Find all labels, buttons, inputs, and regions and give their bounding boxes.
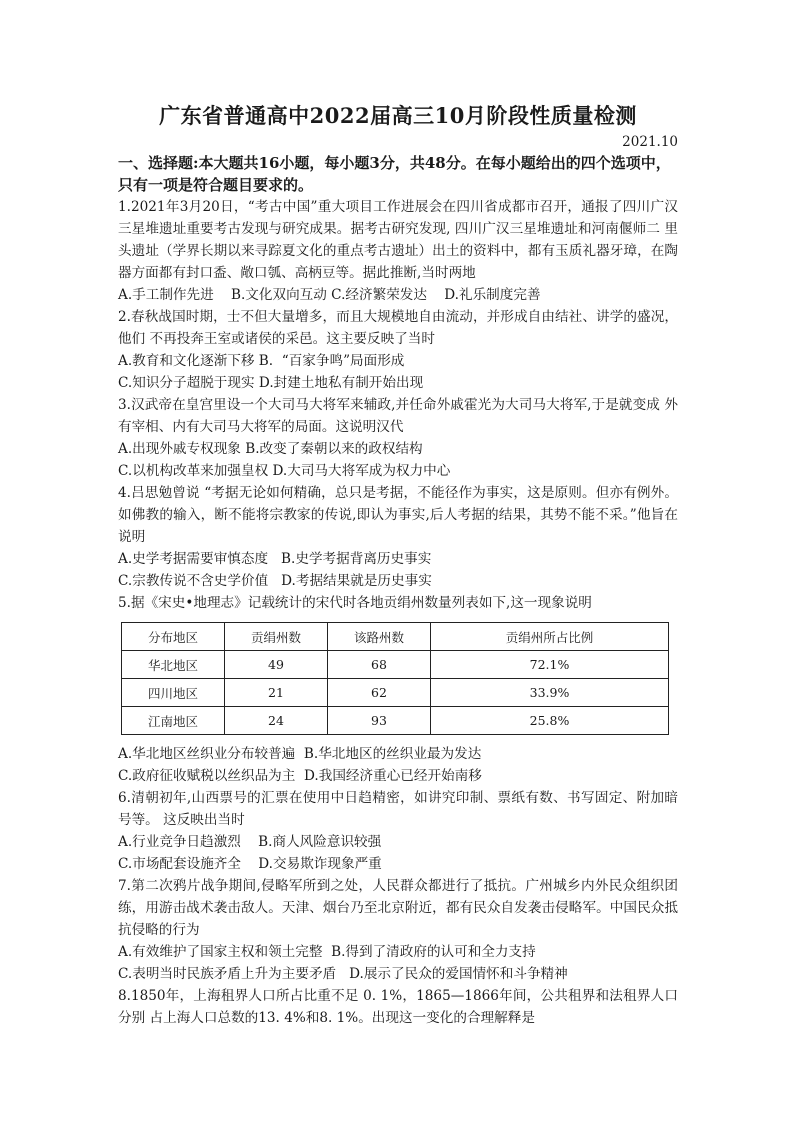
question-options: C.以机构改革来加强皇权 D.大司马大将军成为权力中心 — [118, 463, 451, 479]
question-3 — [118, 394, 678, 482]
table-cell: 62 — [328, 679, 431, 707]
table-cell: 华北地区 — [122, 651, 225, 679]
section-heading: 一、选择题:本大题共16小题，每小题3分，共48分。在每小题给出的四个选项中，只有一项是符合题目要求的。 — [118, 154, 671, 194]
table-row — [122, 651, 669, 679]
question-stem: 4.吕思勉曾说 “考据无论如何精确，总只是考据，不能径作为事实，这是原则。但亦有例外。如佛教的输入，断不能将宗教家的传说,即认为事实,后人考据的结果，其势不能不采。”他旨在 说明 — [118, 485, 678, 545]
exam-title: 广东省普通高中2022届高三10月阶段性质量检测 — [159, 103, 637, 128]
table-header: 分布地区 — [122, 623, 225, 651]
question-options: C.市场配套设施齐全 D.交易欺诈现象严重 — [118, 856, 382, 872]
question-stem: 3.汉武帝在皇宫里设一个大司马大将军来辅政,并任命外戚霍光为大司马大将军,于是就变成 外有宰相、内有大司马大将军的局面。这说明汉代 — [118, 397, 678, 435]
question-stem: 5.据《宋史•地理志》记载统计的宋代时各地贡绢州数量列表如下,这一现象说明 — [118, 595, 592, 611]
question-options: C.宗教传说不含史学价值 D.考据结果就是历史事实 — [118, 573, 432, 589]
question-options: A.教育和文化逐渐下移 B. “百家争鸣”局面形成 — [118, 353, 405, 369]
question-options: C.表明当时民族矛盾上升为主要矛盾 D.展示了民众的爱国情怀和斗争精神 — [118, 966, 568, 982]
question-options: A.有效维护了国家主权和领土完整 B.得到了清政府的认可和全力支持 — [118, 944, 536, 960]
question-stem: 7.第二次鸦片战争期间,侵略军所到之处，人民群众都进行了抵抗。广州城乡内外民众组织团 练，用游击战术袭击敌人。天津、烟台乃至北京附近，都有民众自发袭击侵略军。中国民众抵 抗侵略的行为 — [118, 878, 678, 938]
table-header: 贡绢州所占比例 — [431, 623, 669, 651]
question-4 — [118, 482, 678, 592]
exam-date: 2021.10 — [622, 134, 678, 150]
table-cell: 25.8% — [431, 707, 669, 735]
table-cell: 21 — [225, 679, 328, 707]
question-options: A.华北地区丝织业分布较普遍 B.华北地区的丝织业最为发达 — [118, 746, 482, 762]
table-cell: 24 — [225, 707, 328, 735]
table-row — [122, 679, 669, 707]
silk-tribute-table — [121, 622, 669, 735]
question-2 — [118, 306, 678, 394]
question-options: A.行业竞争日趋激烈 B.商人风险意识较强 — [118, 834, 382, 850]
question-options: C.知识分子超脱于现实 D.封建土地私有制开始出现 — [118, 375, 424, 391]
table-cell: 江南地区 — [122, 707, 225, 735]
table-header: 贡绢州数 — [225, 623, 328, 651]
table-cell: 33.9% — [431, 679, 669, 707]
question-options: A.出现外戚专权现象 B.改变了秦朝以来的政权结构 — [118, 441, 423, 457]
question-7 — [118, 875, 678, 985]
question-options: C.政府征收赋税以丝织品为主 D.我国经济重心已经开始南移 — [118, 768, 482, 784]
question-stem: 2.春秋战国时期，士不但大量增多，而且大规模地自由流动，并形成自由结社、讲学的盛况，他们 不再投奔王室或诸侯的采邑。这主要反映了当时 — [118, 309, 678, 347]
table-header-row — [122, 623, 669, 651]
table-cell: 49 — [225, 651, 328, 679]
question-stem: 8.1850年，上海租界人口所占比重不足 0. 1%，1865—1866年间，公共租界和法租界人口分别 占上海人口总数的13. 4%和8. 1%。出现这一变化的合理解释是 — [118, 988, 678, 1026]
table-row — [122, 707, 669, 735]
exam-page — [118, 100, 678, 1029]
table-header: 该路州数 — [328, 623, 431, 651]
table-cell: 68 — [328, 651, 431, 679]
question-5 — [118, 592, 678, 787]
question-options: A.手工制作先进 B.文化双向互动 C.经济繁荣发达 D.礼乐制度完善 — [118, 287, 541, 303]
question-stem: 6.清朝初年,山西票号的汇票在使用中日趋精密，如讲究印制、票纸有数、书写固定、附加暗号等。 这反映出当时 — [118, 790, 678, 828]
question-8 — [118, 985, 678, 1029]
question-6 — [118, 787, 678, 875]
question-options: A.史学考据需要审慎态度 B.史学考据背离历史事实 — [118, 551, 432, 567]
table-cell: 72.1% — [431, 651, 669, 679]
question-stem: 1.2021年3月20日，“考古中国”重大项目工作进展会在四川省成都市召开，通报了四川广汉 三星堆遗址重要考古发现与研究成果。据考古研究发现, 四川广汉三星堆遗址和河南偃师二 里头遗址（学界长期以来寻踪夏文化的重点考古遗址）出土的资料中，都有玉质礼器牙璋，在陶器方面都有封口盉、敞口瓠、高柄豆等。据此推断,当时两地 — [118, 199, 678, 281]
table-cell: 93 — [328, 707, 431, 735]
table-cell: 四川地区 — [122, 679, 225, 707]
question-1 — [118, 196, 678, 306]
